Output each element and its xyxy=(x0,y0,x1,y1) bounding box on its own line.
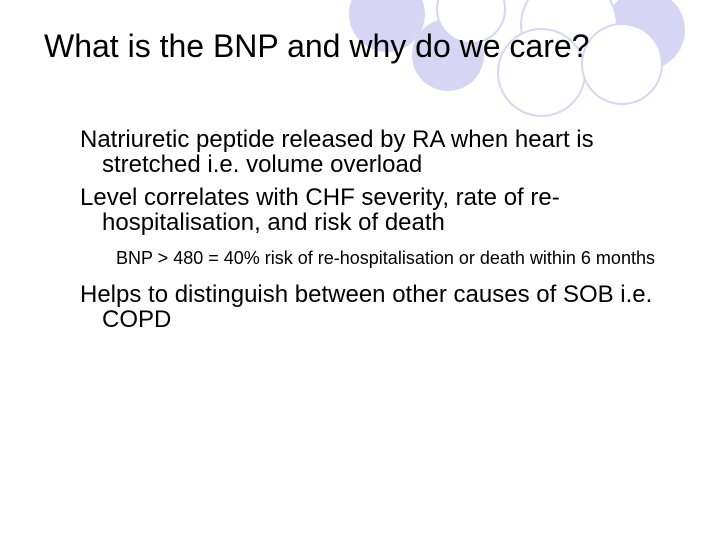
bullet-list xyxy=(80,128,690,341)
sub-bullet-item: BNP > 480 = 40% risk of re-hospitalisation or death within 6 months xyxy=(116,247,655,268)
bullet-item: Natriuretic peptide released by RA when heart is stretched i.e. volume overload xyxy=(80,126,594,178)
slide-title: What is the BNP and why do we care? xyxy=(44,28,590,64)
bullet-item: Helps to distinguish between other causes of SOB i.e. COPD xyxy=(80,281,653,334)
bullet-item: Level correlates with CHF severity, rate of re-hospitalisation, and risk of death xyxy=(80,183,560,236)
